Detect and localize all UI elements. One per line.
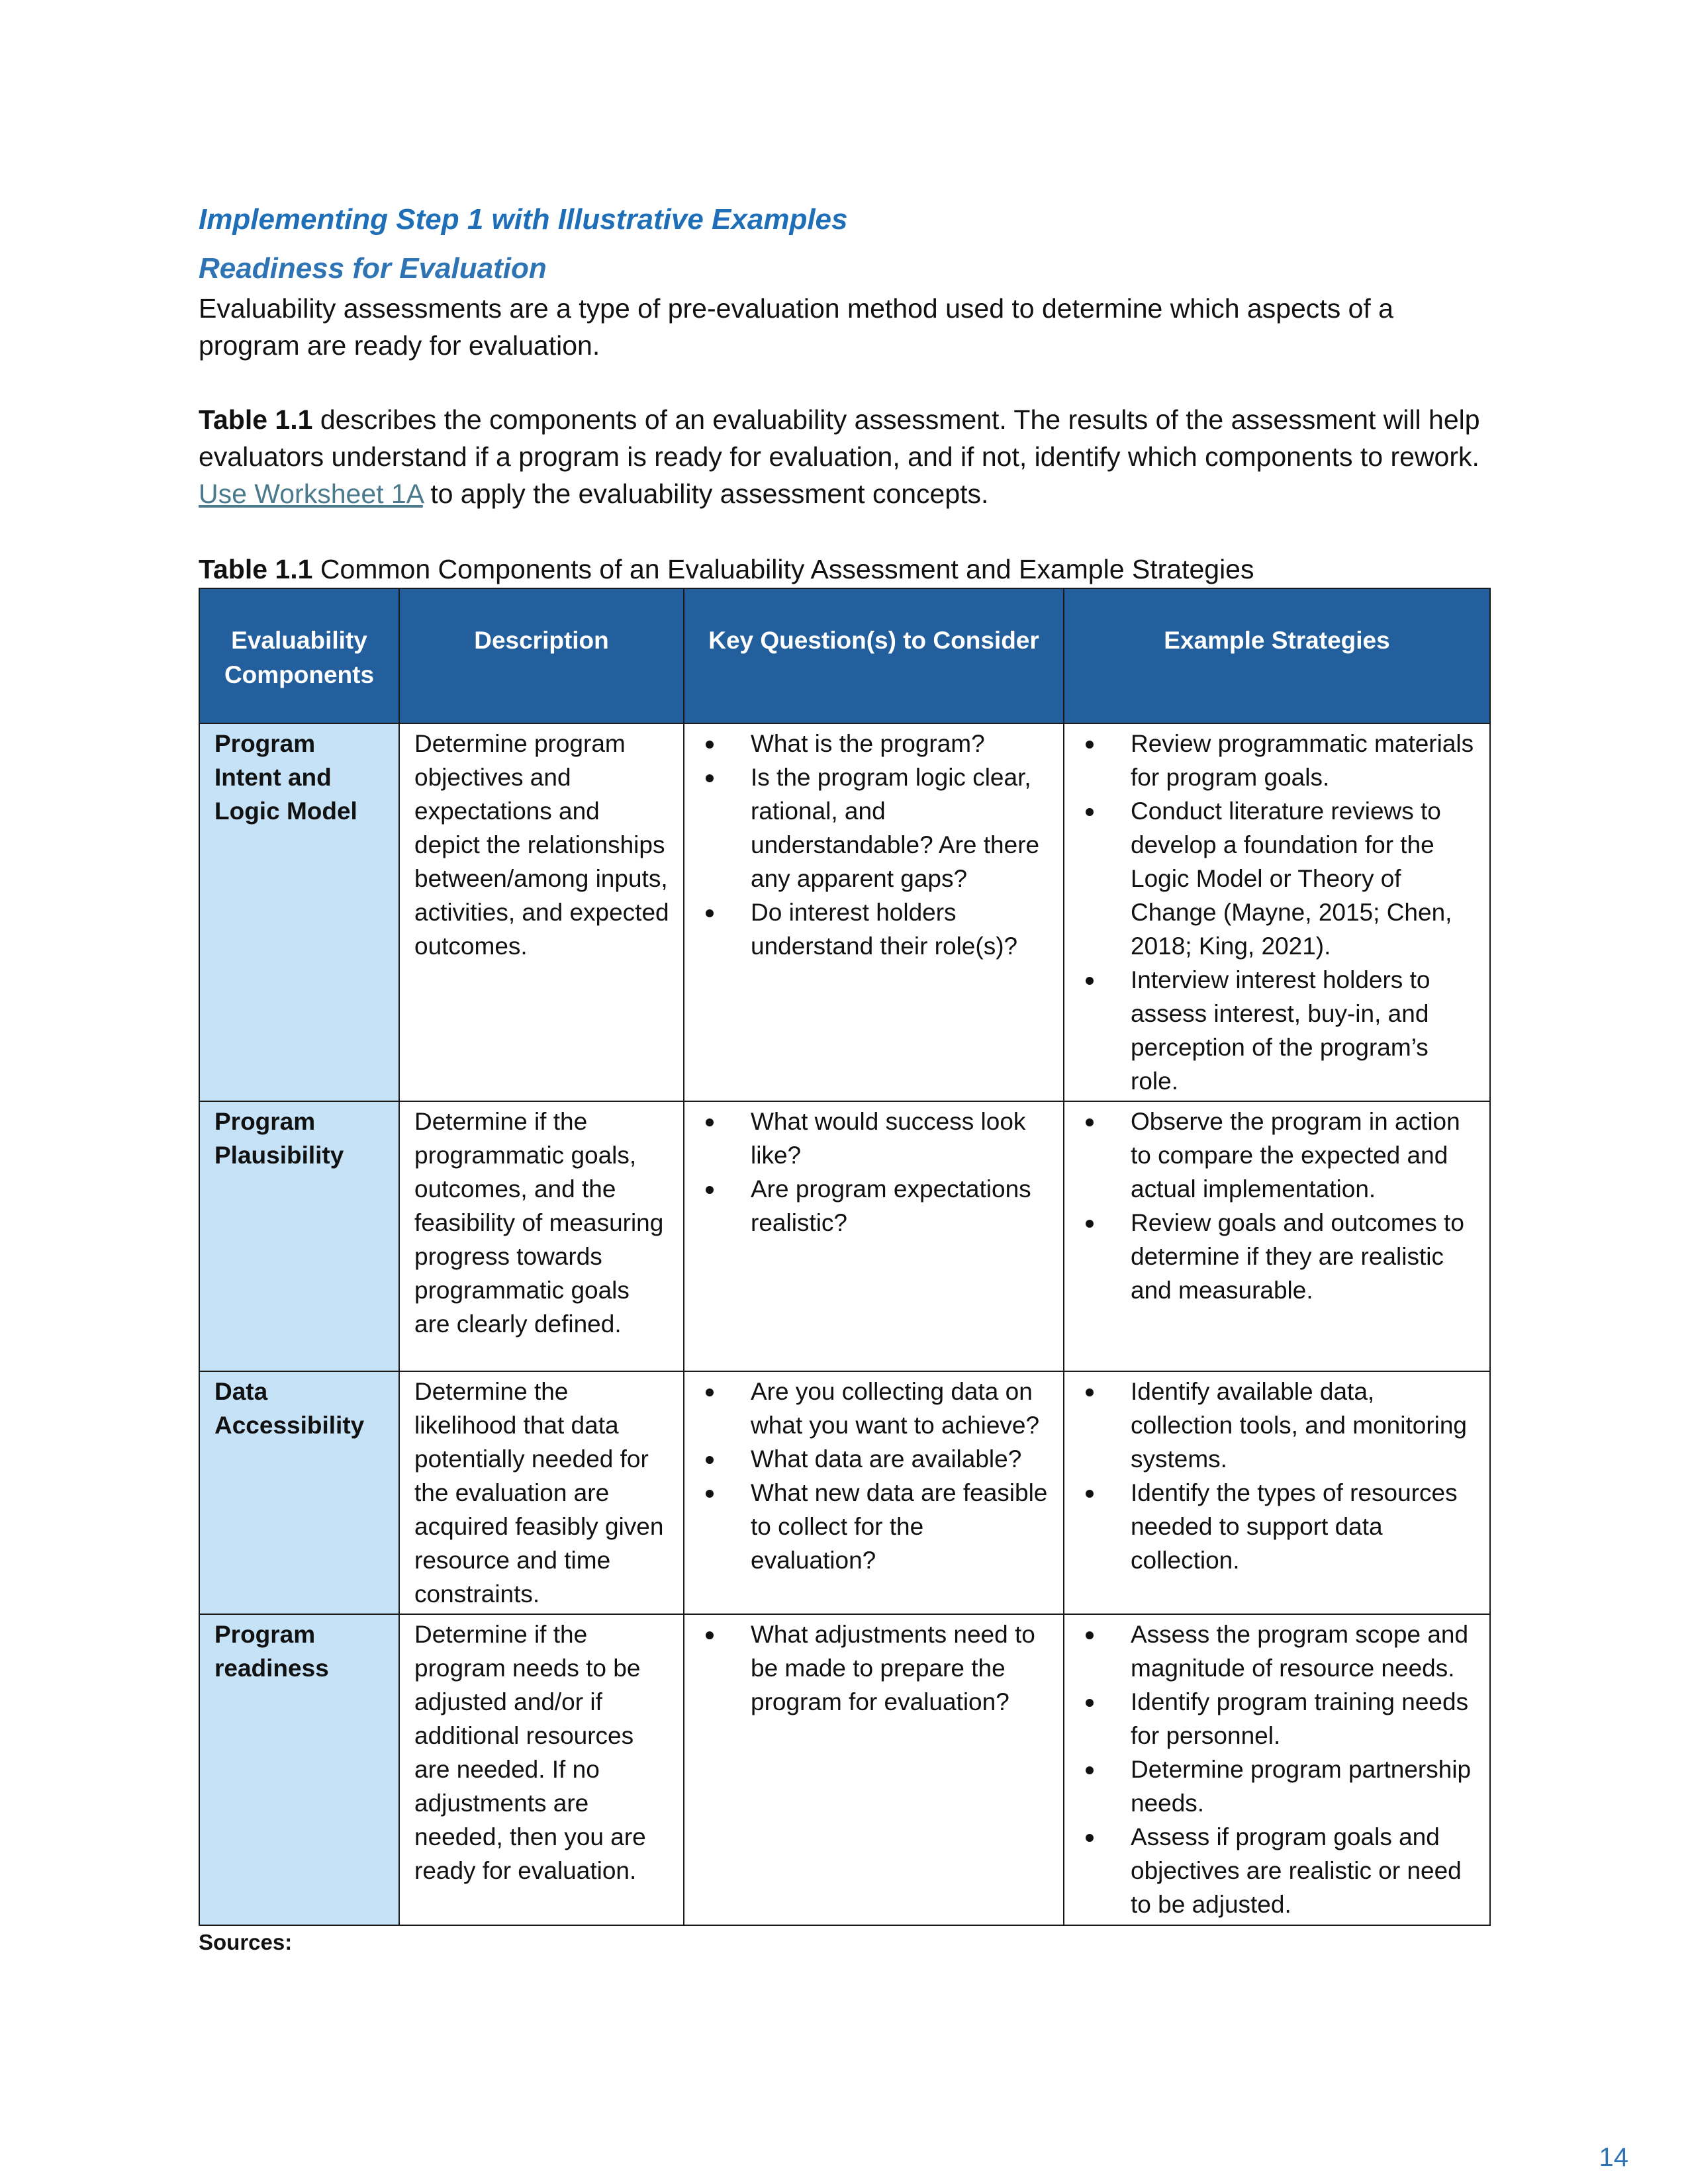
paragraph-text: describes the components of an evaluability assessment. The results of the assessment will help evaluators understand if a program is ready for evaluation, and if not, identify which components to rework.	[199, 404, 1480, 472]
component-cell: Data Accessibility	[199, 1371, 399, 1614]
paragraph-tail: to apply the evaluability assessment concepts.	[422, 478, 989, 509]
description-cell: Determine the likelihood that data potentially needed for the evaluation are acquired feasibly given resource and time constraints.	[399, 1371, 684, 1614]
header-components: Evaluability Components	[199, 588, 399, 723]
list-item: Identify the types of resources needed to support data collection.	[1079, 1476, 1476, 1577]
list-item: What new data are feasible to collect for the evaluation?	[699, 1476, 1050, 1577]
caption-text: Common Components of an Evaluability Assessment and Example Strategies	[312, 554, 1254, 584]
section-heading: Implementing Step 1 with Illustrative Examples	[199, 203, 848, 236]
component-cell: Program Intent and Logic Model	[199, 723, 399, 1101]
table-row	[199, 1101, 1490, 1371]
list-item: Is the program logic clear, rational, and understandable? Are there any apparent gaps?	[699, 760, 1050, 895]
table-row	[199, 1371, 1490, 1614]
document-page	[199, 199, 1489, 1958]
list-item: Conduct literature reviews to develop a foundation for the Logic Model or Theory of Change (Mayne, 2015; Chen, 2018; King, 2021).	[1079, 794, 1476, 963]
strategies-cell	[1064, 1614, 1490, 1925]
list-item: Are program expectations realistic?	[699, 1172, 1050, 1240]
table-header-row	[199, 588, 1490, 723]
strategies-cell	[1064, 1101, 1490, 1371]
list-item: Review goals and outcomes to determine if they are realistic and measurable.	[1079, 1206, 1476, 1307]
worksheet-link[interactable]: Use Worksheet 1A	[199, 478, 423, 509]
list-item: Interview interest holders to assess interest, buy-in, and perception of the program’s role.	[1079, 963, 1476, 1098]
questions-cell	[684, 1101, 1064, 1371]
questions-cell	[684, 723, 1064, 1101]
description-cell: Determine if the program needs to be adjusted and/or if additional resources are needed. If no adjustments are needed, then you are ready for evaluation.	[399, 1614, 684, 1925]
header-key-questions: Key Question(s) to Consider	[684, 588, 1064, 723]
sources-label: Sources:	[199, 1930, 293, 1954]
list-item: What is the program?	[699, 727, 1050, 760]
list-item: Assess the program scope and magnitude of resource needs.	[1079, 1617, 1476, 1685]
strategies-cell	[1064, 1371, 1490, 1614]
table-caption	[199, 551, 1489, 588]
list-item: Are you collecting data on what you want to achieve?	[699, 1375, 1050, 1442]
caption-label: Table 1.1	[199, 554, 313, 584]
table-reference: Table 1.1	[199, 404, 313, 435]
description-cell: Determine program objectives and expectations and depict the relationships between/among inputs, activities, and expected outcomes.	[399, 723, 684, 1101]
evaluability-table	[199, 588, 1491, 1926]
list-item: Determine program partnership needs.	[1079, 1752, 1476, 1820]
table-row	[199, 723, 1490, 1101]
intro-paragraph: Evaluability assessments are a type of pre-evaluation method used to determine which aspects of a program are ready for evaluation.	[199, 293, 1393, 361]
list-item: What data are available?	[699, 1442, 1050, 1476]
component-cell: Program readiness	[199, 1614, 399, 1925]
list-item: Assess if program goals and objectives are realistic or need to be adjusted.	[1079, 1820, 1476, 1921]
list-item: Do interest holders understand their role(s)?	[699, 895, 1050, 963]
questions-cell	[684, 1614, 1064, 1925]
component-cell: Program Plausibility	[199, 1101, 399, 1371]
strategies-cell	[1064, 723, 1490, 1101]
header-description: Description	[399, 588, 684, 723]
description-cell: Determine if the programmatic goals, outcomes, and the feasibility of measuring progress towards programmatic goals are clearly defined.	[399, 1101, 684, 1371]
list-item: Review programmatic materials for program goals.	[1079, 727, 1476, 794]
list-item: Identify program training needs for personnel.	[1079, 1685, 1476, 1752]
subsection-heading: Readiness for Evaluation	[199, 252, 547, 285]
header-example-strategies: Example Strategies	[1064, 588, 1490, 723]
page-number: 14	[1599, 2143, 1628, 2172]
list-item: Identify available data, collection tools, and monitoring systems.	[1079, 1375, 1476, 1476]
list-item: What would success look like?	[699, 1105, 1050, 1172]
list-item: Observe the program in action to compare the expected and actual implementation.	[1079, 1105, 1476, 1206]
questions-cell	[684, 1371, 1064, 1614]
table-description-paragraph	[199, 401, 1489, 512]
table-row	[199, 1614, 1490, 1925]
list-item: What adjustments need to be made to prepare the program for evaluation?	[699, 1617, 1050, 1719]
